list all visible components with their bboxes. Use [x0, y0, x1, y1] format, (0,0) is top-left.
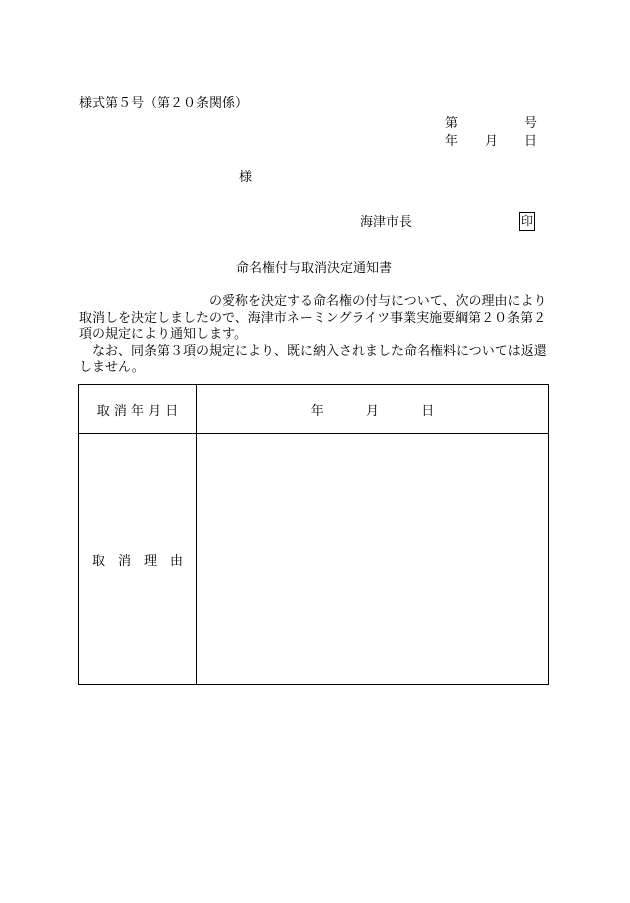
body-paragraph-1: の愛称を決定する命名権の付与について、次の理由により取消しを決定しましたので、海津市ネーミングライツ事業実施要綱第２０条第２項の規定により通知します。 — [79, 294, 547, 342]
addressee-honorific: 様 — [239, 170, 253, 185]
cancellation-date-row — [79, 385, 549, 434]
document-number-suffix: 号 — [524, 116, 538, 131]
date-year-label: 年 — [445, 134, 459, 149]
document-number-prefix: 第 — [445, 116, 459, 131]
notice-body — [79, 294, 554, 377]
cancellation-table — [78, 384, 549, 685]
cancellation-reason-label: 取 消 理 由 — [79, 434, 197, 685]
seal-mark: 印 — [519, 212, 535, 231]
cancellation-reason-row — [79, 434, 549, 685]
cancel-year-label: 年 — [310, 403, 324, 419]
date-month-label: 月 — [485, 134, 499, 149]
form-number: 様式第５号（第２０条関係） — [79, 96, 249, 111]
cancellation-date-label: 取 消 年 月 日 — [79, 385, 197, 434]
issuer-title: 海津市長 — [360, 215, 413, 230]
body-paragraph-2: なお、同条第３項の規定により、既に納入されました命名権料については返還しません。 — [79, 343, 547, 375]
date-day-label: 日 — [524, 134, 538, 149]
cancel-month-label: 月 — [365, 403, 379, 419]
cancellation-reason-value — [197, 434, 549, 685]
document-title: 命名権付与取消決定通知書 — [236, 261, 393, 276]
cancel-day-label: 日 — [421, 403, 435, 419]
cancellation-date-value — [197, 385, 549, 434]
